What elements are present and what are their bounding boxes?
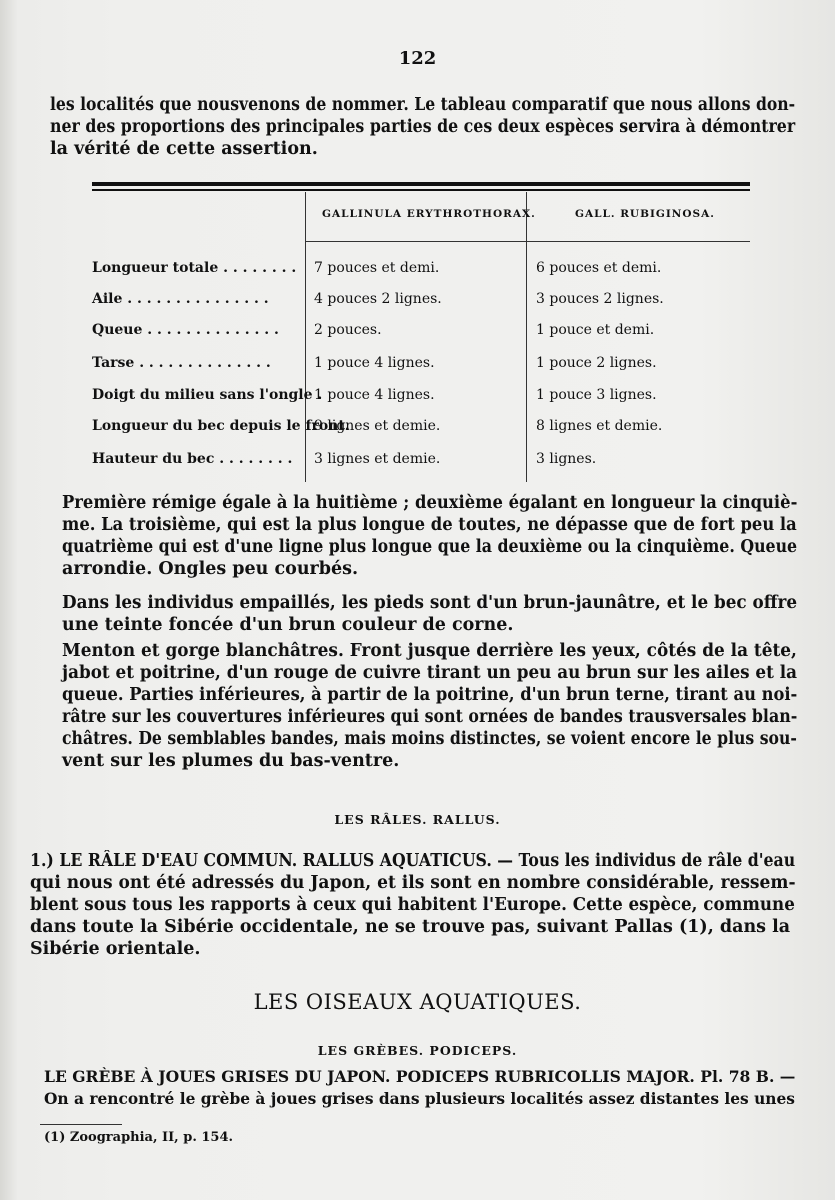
- table-header-col1: GALLINULA ERYTHROTHORAX.: [322, 208, 536, 220]
- text-line: la vérité de cette assertion.: [50, 139, 318, 159]
- row-label: Longueur totale . . . . . . . .: [92, 260, 297, 276]
- text-line: châtres. De semblables bandes, mais moins distinctes, se voient encore le plus sou-: [62, 729, 797, 749]
- text-line: blent sous tous les rapports à ceux qui habitent l'Europe. Cette espèce, commune: [30, 895, 795, 915]
- description-paragraph: [62, 640, 797, 772]
- text-line: Menton et gorge blanchâtres. Front jusque derrière les yeux, côtés de la tête,: [62, 641, 797, 661]
- footnote-rule: [40, 1124, 122, 1125]
- table-row: [92, 291, 792, 317]
- row-label: Aile . . . . . . . . . . . . . . .: [92, 291, 269, 307]
- cell-rubiginosa: 1 pouce 2 lignes.: [536, 355, 657, 371]
- cell-rubiginosa: 3 pouces 2 lignes.: [536, 291, 664, 307]
- intro-paragraph: [50, 94, 795, 160]
- text-line: Dans les individus empaillés, les pieds sont d'un brun-jaunâtre, et le bec offre: [62, 593, 798, 613]
- text-line: Sibérie orientale.: [30, 939, 201, 959]
- text-line: me. La troisième, qui est la plus longue de toutes, ne dépasse que de fort peu la: [62, 515, 797, 535]
- row-label: Tarse . . . . . . . . . . . . . .: [92, 355, 271, 371]
- row-label: Queue . . . . . . . . . . . . . .: [92, 322, 279, 338]
- text-line: qui nous ont été adressés du Japon, et ils sont en nombre considérable, ressem-: [30, 873, 796, 893]
- description-paragraph: [62, 492, 797, 580]
- footnote: (1) Zoographia, II, p. 154.: [44, 1130, 234, 1145]
- cell-rubiginosa: 8 lignes et demie.: [536, 418, 663, 434]
- cell-rubiginosa: 1 pouce et demi.: [536, 322, 655, 338]
- text-line: Première rémige égale à la huitième ; deuxième égalant en longueur la cinquiè-: [62, 493, 798, 513]
- table-header-col2: GALL. RUBIGINOSA.: [575, 208, 715, 220]
- text-line: quatrième qui est d'une ligne plus longue que la deuxième ou la cinquième. Queue: [62, 537, 798, 557]
- cell-erythrothorax: 4 pouces 2 lignes.: [314, 291, 442, 307]
- table-row: [92, 322, 792, 348]
- text-line: 1.) LE RÂLE D'EAU COMMUN. RALLUS AQUATICUS. — Tous les individus de râle d'eau: [30, 851, 796, 871]
- text-line: On a rencontré le grèbe à joues grises dans plusieurs localités assez distantes les unes: [44, 1089, 795, 1108]
- table-header-rule: [305, 241, 750, 242]
- page-number: 122: [398, 48, 437, 69]
- cell-erythrothorax: 1 pouce 4 lignes.: [314, 355, 435, 371]
- table-row: [92, 418, 792, 444]
- cell-erythrothorax: 1 pouce 4 lignes.: [314, 387, 435, 403]
- table-row: [92, 355, 792, 381]
- section-heading-rales: LES RÂLES. RALLUS.: [334, 812, 501, 827]
- cell-rubiginosa: 3 lignes.: [536, 451, 597, 467]
- row-label: Hauteur du bec . . . . . . . .: [92, 451, 293, 467]
- text-line: ner des proportions des principales parties de ces deux espèces servira à démontrer: [50, 117, 796, 137]
- grebe-paragraph: [44, 1066, 795, 1110]
- row-label: Doigt du milieu sans l'ongle .: [92, 387, 323, 403]
- cell-erythrothorax: 3 lignes et demie.: [314, 451, 441, 467]
- text-line: arrondie. Ongles peu courbés.: [62, 559, 359, 579]
- text-line: jabot et poitrine, d'un rouge de cuivre tirant un peu au brun sur les ailes et la: [62, 663, 797, 683]
- text-line: queue. Parties inférieures, à partir de la poitrine, d'un brun terne, tirant au noi-: [62, 685, 798, 705]
- text-line: LE GRÈBE À JOUES GRISES DU JAPON. PODICEPS RUBRICOLLIS MAJOR. Pl. 78 B. —: [44, 1067, 796, 1086]
- cell-erythrothorax: 2 pouces.: [314, 322, 382, 338]
- text-line: les localités que nousvenons de nommer. Le tableau comparatif que nous allons don-: [50, 95, 796, 115]
- text-line: vent sur les plumes du bas-ventre.: [62, 751, 400, 771]
- table-row: [92, 451, 792, 477]
- table-row: [92, 260, 792, 286]
- text-line: râtre sur les couvertures inférieures qui sont ornées de bandes trausversales blan-: [62, 707, 798, 727]
- rale-paragraph: [30, 850, 795, 960]
- table-row: [92, 387, 792, 413]
- description-paragraph: [62, 592, 797, 636]
- table-top-rule-thin: [92, 189, 750, 191]
- cell-rubiginosa: 6 pouces et demi.: [536, 260, 662, 276]
- cell-erythrothorax: 9 lignes et demie.: [314, 418, 441, 434]
- cell-erythrothorax: 7 pouces et demi.: [314, 260, 440, 276]
- table-top-rule: [92, 182, 750, 186]
- text-line: dans toute la Sibérie occidentale, ne se trouve pas, suivant Pallas (1), dans la: [30, 917, 791, 937]
- section-heading-grebes: LES GRÈBES. PODICEPS.: [317, 1043, 518, 1058]
- cell-rubiginosa: 1 pouce 3 lignes.: [536, 387, 657, 403]
- section-heading-aquatiques: LES OISEAUX AQUATIQUES.: [253, 990, 582, 1014]
- row-label: Longueur du bec depuis le front.: [92, 418, 350, 434]
- text-line: une teinte foncée d'un brun couleur de corne.: [62, 615, 514, 635]
